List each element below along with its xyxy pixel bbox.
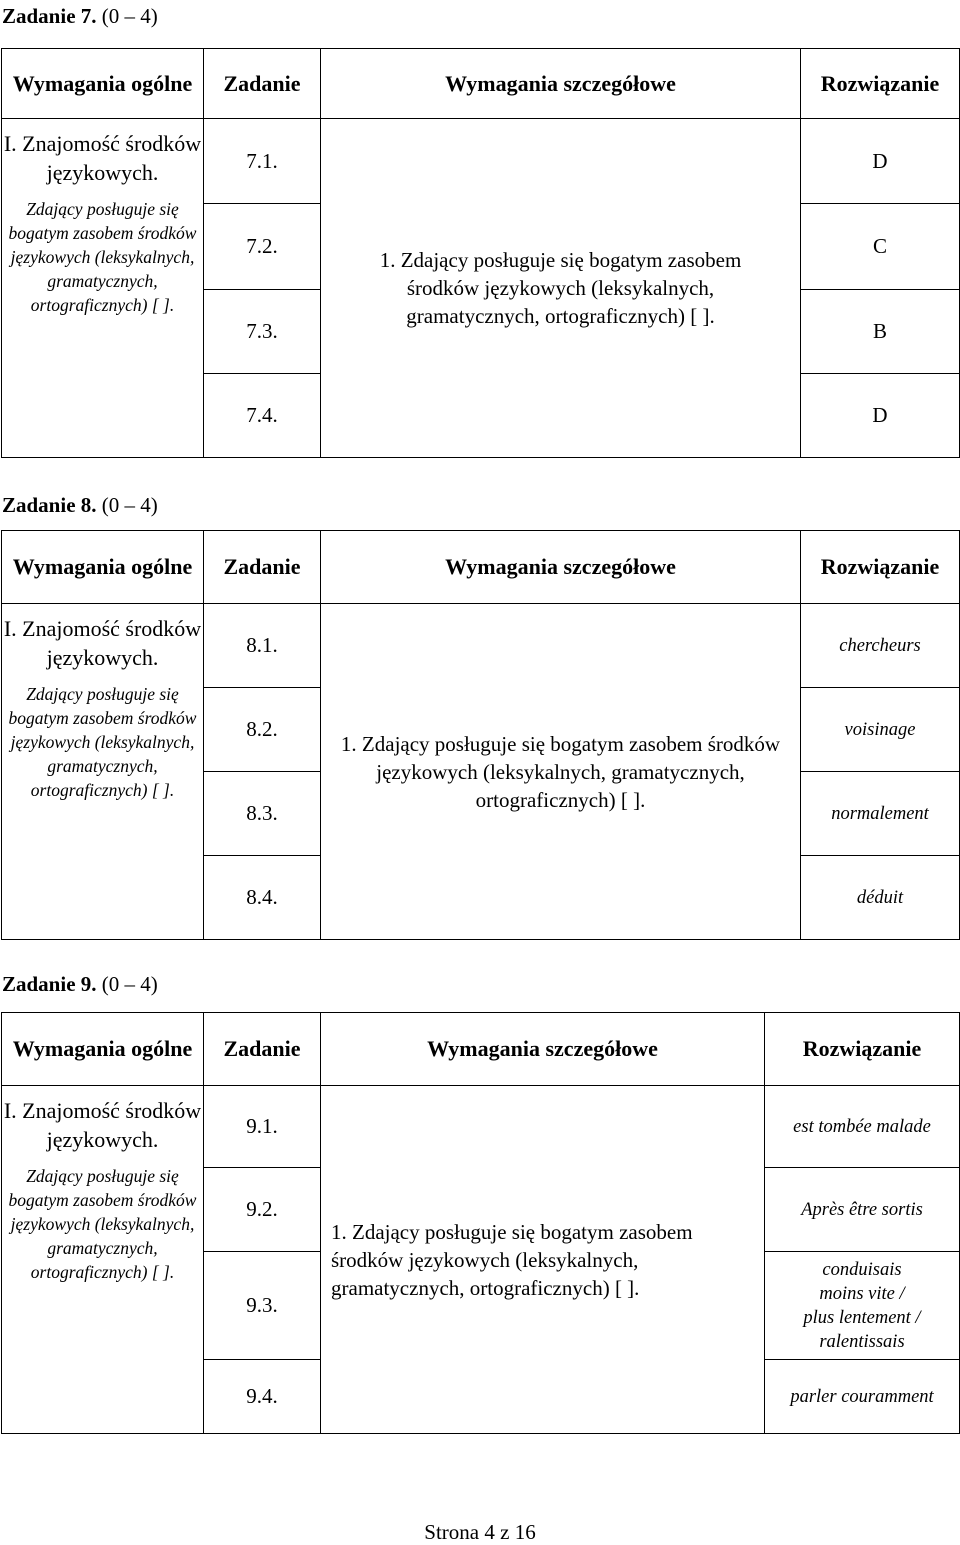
general-requirement xyxy=(2,604,204,940)
answer: Après être sortis xyxy=(765,1168,960,1252)
answer-line: moins vite / xyxy=(819,1283,905,1304)
general-requirement-title: I. Znajomość środków językowych. xyxy=(3,616,202,670)
task-number: 7.4. xyxy=(204,374,321,458)
header-task: Zadanie xyxy=(204,1013,321,1086)
answer-line: plus lentement / xyxy=(803,1307,921,1328)
answer-line: ralentissais xyxy=(819,1331,905,1352)
general-requirement xyxy=(2,119,204,458)
general-requirement-body: Zdający posługuje się bogatym zasobem środków językowych (leksykalnych, gramatycznych, ortograficznych) [ ]. xyxy=(8,684,197,800)
answer: parler couramment xyxy=(765,1360,960,1434)
task-7-heading xyxy=(2,4,158,28)
answer: D xyxy=(801,119,960,204)
answer: voisinage xyxy=(801,688,960,772)
header-solution: Rozwiązanie xyxy=(801,531,960,604)
task-number: 8.3. xyxy=(204,772,321,856)
task-7-title: Zadanie 7. xyxy=(2,4,97,28)
table-row xyxy=(2,604,960,688)
header-task: Zadanie xyxy=(204,49,321,119)
task-number: 8.2. xyxy=(204,688,321,772)
page-number: Strona 4 z 16 xyxy=(424,1520,536,1544)
header-solution: Rozwiązanie xyxy=(801,49,960,119)
table-row xyxy=(2,1086,960,1168)
answer: déduit xyxy=(801,856,960,940)
specific-requirement-text: 1. Zdający posługuje się bogatym zasobem środków językowych (leksykalnych, gramatycznych, ortograficznych) [ ]. xyxy=(331,1219,693,1300)
task-number: 7.1. xyxy=(204,119,321,204)
answer: normalement xyxy=(801,772,960,856)
header-solution: Rozwiązanie xyxy=(765,1013,960,1086)
answer: B xyxy=(801,290,960,374)
header-general: Wymagania ogólne xyxy=(2,531,204,604)
general-requirement-title: I. Znajomość środków językowych. xyxy=(3,1098,202,1152)
answer: D xyxy=(801,374,960,458)
task-7-table xyxy=(1,48,960,458)
header-task: Zadanie xyxy=(204,531,321,604)
general-requirement-body: Zdający posługuje się bogatym zasobem środków językowych (leksykalnych, gramatycznych, ortograficznych) [ ]. xyxy=(8,199,197,315)
header-general: Wymagania ogólne xyxy=(2,49,204,119)
header-row xyxy=(2,1013,960,1086)
answer-line: conduisais xyxy=(822,1259,902,1280)
task-7-points: (0 – 4) xyxy=(96,4,158,28)
task-number: 9.4. xyxy=(204,1360,321,1434)
task-8-title: Zadanie 8. xyxy=(2,493,97,517)
specific-requirement xyxy=(321,604,801,940)
task-9-heading xyxy=(2,972,158,996)
answer: chercheurs xyxy=(801,604,960,688)
task-number: 9.2. xyxy=(204,1168,321,1252)
general-requirement-body: Zdający posługuje się bogatym zasobem środków językowych (leksykalnych, gramatycznych, ortograficznych) [ ]. xyxy=(8,1166,197,1282)
answer xyxy=(765,1252,960,1360)
task-number: 8.4. xyxy=(204,856,321,940)
task-number: 7.2. xyxy=(204,204,321,290)
task-number: 7.3. xyxy=(204,290,321,374)
specific-requirement-text: 1. Zdający posługuje się bogatym zasobem środków językowych (leksykalnych, gramatycznych, ortograficznych) [ ]. xyxy=(340,731,781,812)
specific-requirement xyxy=(321,119,801,458)
task-number: 9.3. xyxy=(204,1252,321,1360)
task-8-heading xyxy=(2,493,158,517)
general-requirement xyxy=(2,1086,204,1434)
header-specific: Wymagania szczegółowe xyxy=(321,531,801,604)
header-row xyxy=(2,49,960,119)
task-9-title: Zadanie 9. xyxy=(2,972,97,996)
specific-requirement-text: 1. Zdający posługuje się bogatym zasobem środków językowych (leksykalnych, gramatycznych, ortograficznych) [ ]. xyxy=(379,248,742,328)
task-number: 8.1. xyxy=(204,604,321,688)
table-row xyxy=(2,119,960,204)
task-8-table xyxy=(1,530,960,940)
header-specific: Wymagania szczegółowe xyxy=(321,1013,765,1086)
header-general: Wymagania ogólne xyxy=(2,1013,204,1086)
task-8-points: (0 – 4) xyxy=(96,493,158,517)
task-number: 9.1. xyxy=(204,1086,321,1168)
specific-requirement xyxy=(321,1086,765,1434)
header-row xyxy=(2,531,960,604)
header-specific: Wymagania szczegółowe xyxy=(321,49,801,119)
answer: est tombée malade xyxy=(765,1086,960,1168)
answer: C xyxy=(801,204,960,290)
general-requirement-title: I. Znajomość środków językowych. xyxy=(3,131,202,185)
task-9-table xyxy=(1,1012,960,1434)
task-9-points: (0 – 4) xyxy=(96,972,158,996)
